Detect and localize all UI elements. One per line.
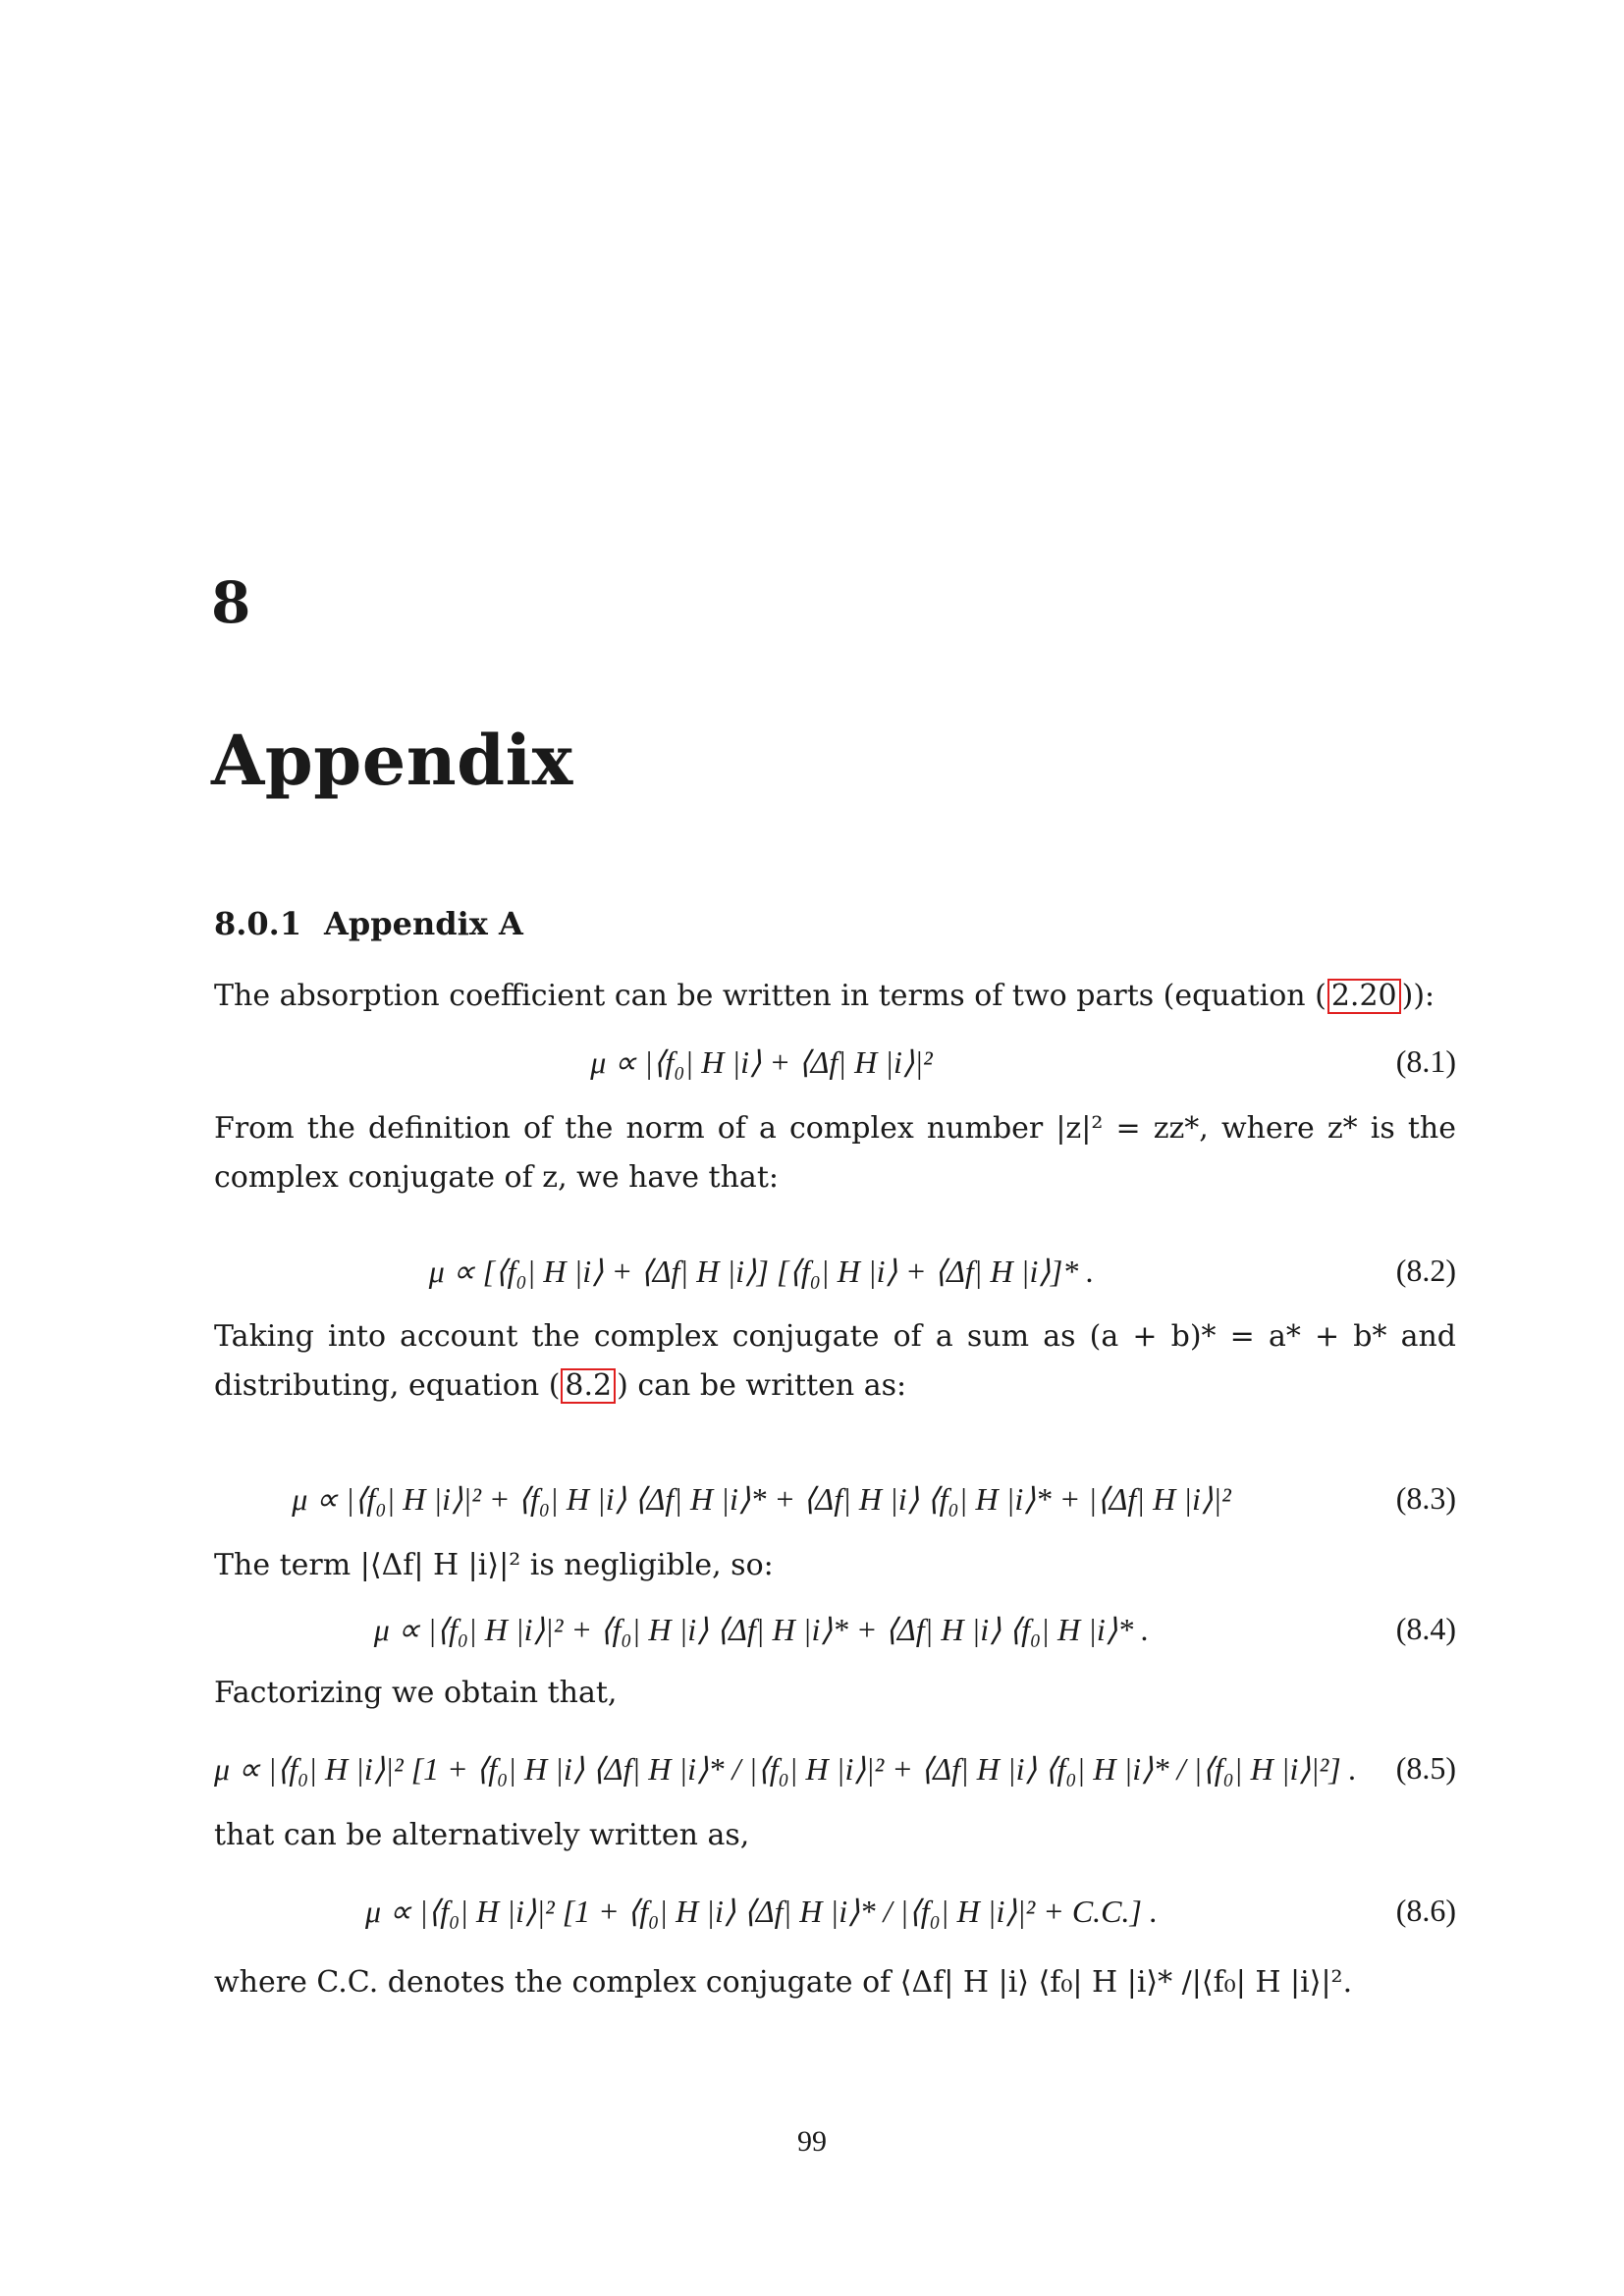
paragraph-text: )):: [1401, 979, 1435, 1013]
paragraph-intro: [214, 972, 1456, 1021]
equation-formula: μ ∝ |⟨f₀| H |i⟩|² [1 + ⟨f₀| H |i⟩ ⟨Δf| H |i⟩* / |⟨f₀| H |i⟩|² + ⟨Δf| H |i⟩ ⟨f₀| H |i⟩* / |⟨f₀| H |i⟩|²] .: [214, 1751, 1357, 1787]
equation-number: (8.2): [1395, 1253, 1456, 1288]
chapter-title: Appendix: [211, 720, 573, 801]
equation-ref-link[interactable]: 8.2: [561, 1368, 616, 1404]
section-number: 8.0.1: [214, 905, 302, 942]
equation-number: (8.5): [1395, 1750, 1456, 1786]
equation-formula: μ ∝ |⟨f₀| H |i⟩|² [1 + ⟨f₀| H |i⟩ ⟨Δf| H |i⟩* / |⟨f₀| H |i⟩|² + C.C.] .: [365, 1894, 1158, 1929]
equation-8-6: [214, 1885, 1456, 1944]
paragraph-factorizing: Factorizing we obtain that,: [214, 1676, 618, 1710]
equation-formula: μ ∝ |⟨f₀| H |i⟩|² + ⟨f₀| H |i⟩ ⟨Δf| H |i⟩* + ⟨Δf| H |i⟩ ⟨f₀| H |i⟩* .: [373, 1612, 1150, 1647]
section-heading: [214, 905, 523, 942]
paragraph-negligible-term: The term |⟨Δf| H |i⟩|² is negligible, so:: [214, 1548, 774, 1582]
page-number: 99: [797, 2125, 827, 2158]
equation-number: (8.3): [1395, 1480, 1456, 1516]
paragraph-text: Taking into account the complex conjugate of a sum as (a + b)* = a* + b* and distributing, equation (: [214, 1319, 1456, 1403]
paragraph-alternative: that can be alternatively written as,: [214, 1818, 750, 1852]
section-title: Appendix A: [324, 905, 523, 942]
paragraph-norm-definition: From the definition of the norm of a complex number |z|² = zz*, where z* is the complex conjugate of z, we have that:: [214, 1111, 1456, 1195]
equation-formula: μ ∝ [⟨f₀| H |i⟩ + ⟨Δf| H |i⟩] [⟨f₀| H |i⟩ + ⟨Δf| H |i⟩]* .: [428, 1254, 1095, 1289]
chapter-number: 8: [211, 569, 251, 636]
equation-number: (8.1): [1395, 1043, 1456, 1079]
equation-8-3: [214, 1472, 1456, 1531]
paragraph-conjugate-sum: [214, 1312, 1456, 1411]
paragraph-text: ) can be written as:: [617, 1368, 907, 1403]
equation-formula: μ ∝ |⟨f₀| H |i⟩|² + ⟨f₀| H |i⟩ ⟨Δf| H |i⟩* + ⟨Δf| H |i⟩ ⟨f₀| H |i⟩* + |⟨Δf| H |i⟩|²: [292, 1481, 1231, 1517]
equation-number: (8.6): [1395, 1893, 1456, 1928]
equation-ref-link[interactable]: 2.20: [1327, 979, 1401, 1014]
paragraph-cc-definition: where C.C. denotes the complex conjugate of ⟨Δf| H |i⟩ ⟨f₀| H |i⟩* /|⟨f₀| H |i⟩|².: [214, 1965, 1353, 2000]
equation-8-2: [214, 1245, 1456, 1304]
equation-8-5: [214, 1742, 1456, 1801]
equation-number: (8.4): [1395, 1611, 1456, 1646]
equation-8-1: [214, 1036, 1456, 1095]
equation-formula: μ ∝ |⟨f₀| H |i⟩ + ⟨Δf| H |i⟩|²: [590, 1044, 933, 1080]
paragraph-text: The absorption coefficient can be written in terms of two parts (equation (: [214, 979, 1326, 1013]
equation-8-4: [214, 1603, 1456, 1662]
